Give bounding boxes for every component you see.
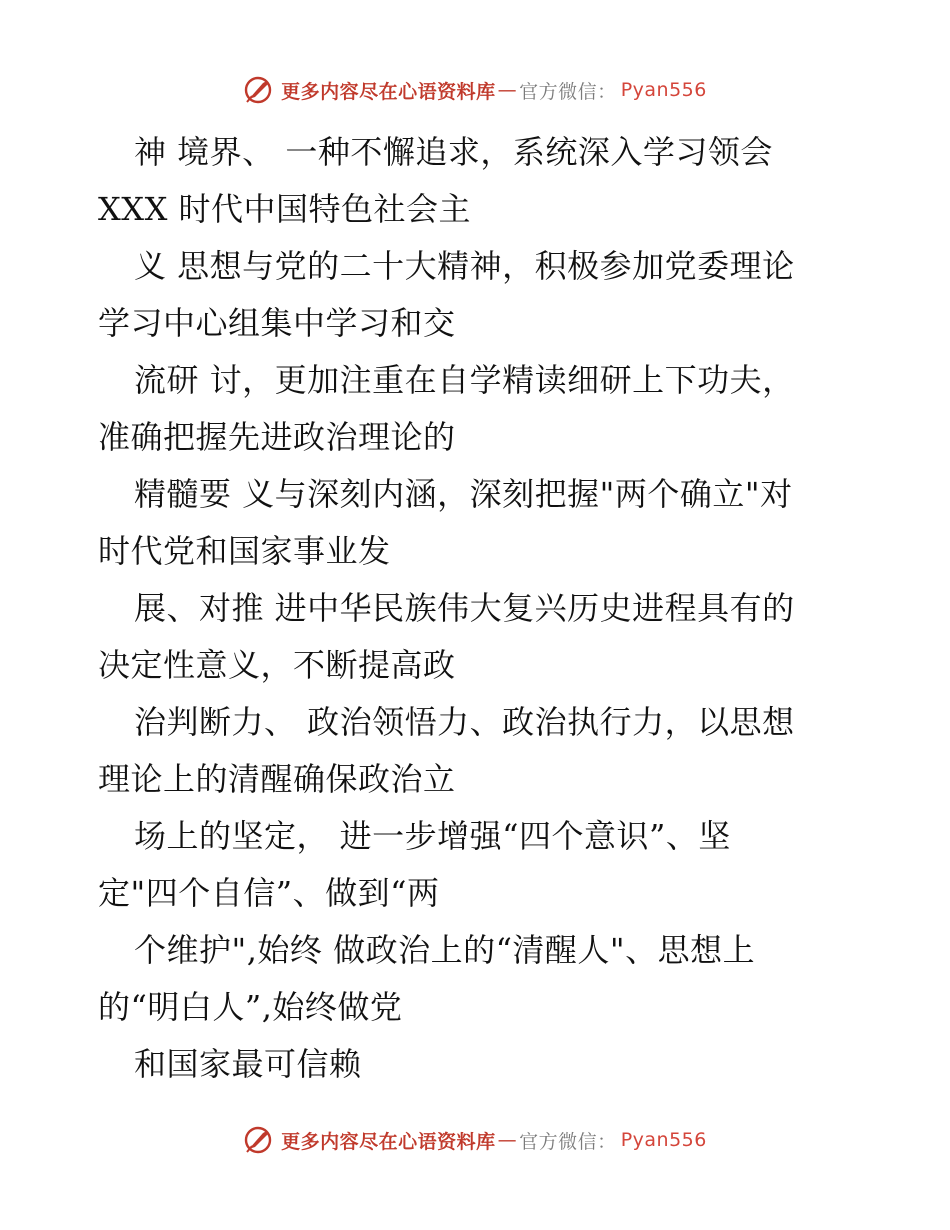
paragraph-line: XXX 时代中国特色社会主 [98, 190, 472, 228]
header-banner [0, 68, 950, 112]
paragraph-line: 的“明白人”,始终做党 [98, 988, 403, 1026]
banner-wechat-id: Pyan556 [620, 79, 707, 101]
document-body [98, 124, 858, 1093]
paragraph-line: 义 思想与党的二十大精神，积极参加党委理论 [134, 247, 795, 285]
footer-banner [0, 1118, 950, 1162]
paragraph-line: 准确把握先进政治理论的 [98, 418, 456, 456]
banner-text [281, 77, 707, 104]
paragraph-line: 流研 讨，更加注重在自学精读细研上下功夫， [134, 361, 795, 399]
banner-separator: — [497, 1129, 518, 1151]
banner-main-text: 更多内容尽在心语资料库 [281, 80, 496, 103]
paragraph-line: 定"四个自信”、做到“两 [98, 874, 440, 912]
banner-wechat-label: 官方微信： [519, 1130, 617, 1153]
paragraph-line: 治判断力、 政治领悟力、政治执行力，以思想 [134, 703, 795, 741]
banner-wechat-label: 官方微信： [519, 80, 617, 103]
paragraph-line: 个维护",始终 做政治上的“清醒人"、思想上 [134, 931, 756, 969]
quill-logo-icon [243, 1125, 273, 1155]
paragraph-line: 理论上的清醒确保政治立 [98, 760, 456, 798]
paragraph-line: 精髓要 义与深刻内涵，深刻把握"两个确立"对 [134, 475, 793, 513]
paragraph-line: 场上的坚定， 进一步增强“四个意识”、坚 [134, 817, 731, 855]
banner-wechat-id: Pyan556 [620, 1129, 707, 1151]
paragraph-line: 和国家最可信赖 [134, 1045, 362, 1083]
quill-logo-icon [243, 75, 273, 105]
paragraph-line: 学习中心组集中学习和交 [98, 304, 456, 342]
paragraph-line: 决定性意义，不断提高政 [98, 646, 456, 684]
paragraph-line: 时代党和国家事业发 [98, 532, 391, 570]
paragraph-line: 神 境界、 一种不懈追求，系统深入学习领会 [134, 133, 773, 171]
paragraph-line: 展、对推 进中华民族伟大复兴历史进程具有的 [134, 589, 795, 627]
banner-separator: — [497, 79, 518, 101]
banner-main-text: 更多内容尽在心语资料库 [281, 1130, 496, 1153]
banner-text [281, 1127, 707, 1154]
